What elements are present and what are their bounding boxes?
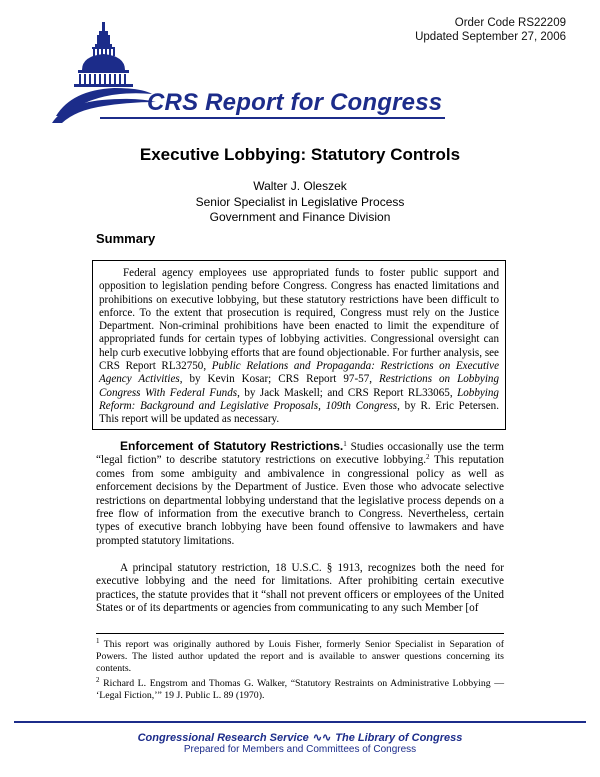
summary-ref-2: Restrictions on Lobbying Congress With Federal Funds (99, 373, 499, 399)
footnote-1-text: This report was originally authored by Louis Fisher, formerly Senior Specialist in Separation of Powers. The listed author updated the report and is available to answer questions concerning its contents. (96, 639, 504, 674)
order-code: Order Code RS22209 (454, 17, 566, 29)
summary-text-2: , by Kevin Kosar; CRS Report 97-57, (179, 373, 380, 386)
author-title: Senior Specialist in Legislative Process (195, 194, 405, 209)
summary-heading: Summary (96, 231, 156, 246)
updated-date: Updated September 27, 2006 (415, 31, 566, 43)
capitol-dome-icon (52, 20, 157, 123)
footnote-2-text: Richard L. Engstrom and Thomas G. Walker, “Statutory Restraints on Administrative Lobbying — ‘Legal Fiction,’” 19 J. Public L. 89 (1970). (96, 678, 504, 701)
summary-text-1: Federal agency employees use appropriated funds to foster public support and opposition to legislation pending before Congress. Congress has enacted limitations and prohibitions on executive lobbying, but these statutory restrictions have been difficult to enforce. To the extent that prosecution is required, Congress must rely on the Justice Department. Non-criminal prohibitions have been enacted to limit the expenditure of appropriated funds for certain types of lobbying activities. Congressional oversight can help curb executive lobbying efforts that are found objectionable. For further analysis, see CRS Report RL32750, (99, 267, 499, 373)
footer-line-2: Prepared for Members and Committees of Congress (183, 744, 417, 755)
footer-crs: Congressional Research Service (137, 732, 309, 744)
summary-text-3: , by Jack Maskell; and CRS Report RL33065, (237, 386, 458, 399)
footer-loc: The Library of Congress (335, 732, 463, 744)
footnote-ref-1: 1 (343, 440, 347, 448)
order-code-block (415, 16, 566, 44)
footnote-1 (96, 639, 504, 675)
footnote-2 (96, 678, 504, 702)
footnotes (96, 639, 504, 705)
footer-separator: ∿∿ (312, 732, 332, 744)
body-paragraph-1 (96, 440, 504, 548)
author-division: Government and Finance Division (209, 210, 391, 224)
author-block (0, 179, 600, 226)
author-name: Walter J. Oleszek (253, 179, 347, 193)
body-paragraph-2 (96, 562, 504, 616)
paragraph-1-text-b: This reputation comes from some ambiguity and ambivalence in congressional policy as well as enforcement decisions by the Department of Justice. Even those who advocate selective restrictions on departmental lobbying understand that the legislative process depends on a free flow of information from the executive branch to Congress. Nevertheless, certain types of executive branch lobbying have been found offensive to lawmakers and have prompted statutory limitations. (96, 454, 504, 547)
summary-text (99, 267, 499, 427)
footnote-2-number: 2 (96, 676, 100, 684)
footnote-1-number: 1 (96, 637, 100, 645)
summary-ref-1: Public Relations and Propaganda: Restrictions on Executive Agency Activities (99, 360, 499, 386)
paragraph-2-text: A principal statutory restriction, 18 U.S.C. § 1913, recognizes both the need for executive lobbying and the need for limitations. After prohibiting certain executive practices, the statute provides that it “shall not prevent officers or employees of the United States or of its departments or agencies from communicating to any such Member [of (96, 562, 504, 615)
footer-rule (14, 721, 586, 723)
report-title: Executive Lobbying: Statutory Controls (139, 145, 461, 164)
crs-banner-title: CRS Report for Congress (147, 89, 443, 116)
footnote-divider (96, 633, 504, 634)
section-lead: Enforcement of Statutory Restrictions. (120, 439, 344, 453)
summary-box (92, 260, 506, 430)
footnote-ref-2: 2 (426, 453, 430, 462)
banner-rule (100, 117, 445, 119)
paragraph-1-text-a: Studies occasionally use the term “legal fiction” to describe statutory restrictions on executive lobbying. (96, 441, 504, 467)
summary-text-4: , by R. Eric Petersen. This report will be updated as necessary. (99, 399, 499, 426)
summary-ref-3: Lobbying Reform: Background and Legislative Proposals, 109th Congress (99, 386, 499, 412)
footer-line-1 (0, 731, 600, 744)
